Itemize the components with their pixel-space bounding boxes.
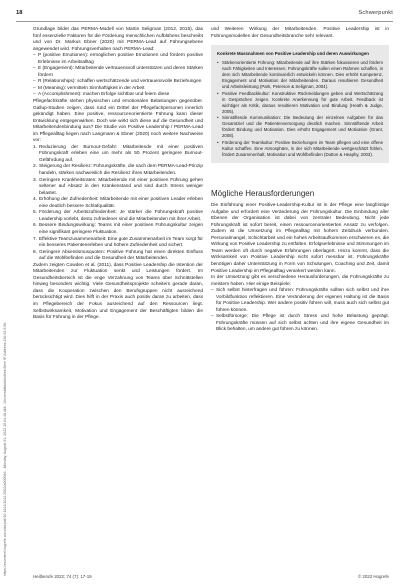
info-box bbox=[211, 45, 389, 163]
header-divider bbox=[16, 21, 393, 22]
info-box-list bbox=[217, 60, 383, 158]
effects-item-text: Steigerung der Resilienz: Führungskräfte, die nach dem PERMA-Lead-Prinzip handeln, stärken nachweislich die Resilienz ihres Mitarbeitenden. bbox=[39, 164, 203, 177]
effects-item-text: Bessere Bindungswirkung: Teams mit einer positiven Führungskultur zeigen eine signifikant geringere Fluktuation. bbox=[39, 223, 203, 235]
info-box-item: • Sinnstiftende Kommunikation: Die Bedeutung der einzelnen Aufgaben für das Gesamtziel und die Patientenversorgung deutlich machen. Sinnstiftende Arbeit fördert Bindung und Motivation. Dies erhöht Engagement und Motivation (Grant, 2008). bbox=[217, 115, 383, 139]
footer-copyright: © 2022 Hogrefe bbox=[357, 574, 389, 579]
footer-citation: Heilberufe 2022; 74 (7): 17-19 bbox=[33, 574, 92, 579]
perma-item: – P (positive Emotionen): ermöglichen positive Emotionen und fördern positive Erlebnisse im Arbeitsalltag bbox=[33, 53, 203, 66]
left-column bbox=[33, 27, 203, 322]
perma-list bbox=[33, 53, 203, 99]
effects-item: 3. Geringere Krankheitsraten: Mitarbeitende mit einer positiven Führung gehen seltener auf Absatz in den Krankenstand und sind durch Stress weniger belastet. bbox=[33, 177, 203, 196]
page-header bbox=[16, 10, 393, 18]
info-box-item: • Positive Feedbackkultur: Konstruktive Rückmeldungen geben und Wertschätzung in Gesprächen zeigen. Konkrete Anerkennung für gute Arbeit. Feedback ist wichtiger als Kritik, daraus resultieren Motivation und Bindung (Heath & Judge, 2005). bbox=[217, 91, 383, 115]
effects-item: 1. Reduzierung der Burnout-Gefahr: Mitarbeitende mit einer positiven Führungskraft erleben eine um mehr als 50 Prozent geringere Burnout-Gefährdung auf. bbox=[33, 144, 203, 163]
section-heading: Mögliche Herausforderungen bbox=[211, 189, 315, 199]
body-paragraph: Zudem zeigten Cowden et al. (2011), dass Positive Leadership die Intention der Mitarbeitenden zur Fluktuation senkt und Leistungen fördert. Im Gesundheitsbereich ist die enge Verzahnung von Teams über Schnittstellen hinweg besonders wichtig. Viele Gesundheitsprojekte scheitern gerade daran, dass die Kooperation zwischen den Berufsgruppen nicht ausreichend berücksichtigt wird. Dies hilft in der Praxis auch positiv daran zu arbeiten, dass im Pflegebereich der Fokus ausreichend auf den Ressourcen liegt. Selbstwirksamkeit, Motivation und Engagement der Beschäftigten bilden die Basis für Führung in der Pflege. bbox=[33, 262, 203, 321]
effects-item: 5. Förderung der Arbeitszufriedenheit: Je stärker die Führungskraft positive Leadership vorlebt, desto zufriedener sind die Mitarbeitenden mit ihrer Arbeit. bbox=[33, 210, 203, 222]
effects-list bbox=[33, 145, 203, 263]
right-column bbox=[211, 27, 389, 334]
intro-paragraph: und Weiteren Wirkung der Mitarbeitenden. Positive Leadership ist in Führungsmodellen der Gesundheitsbranche sehr relevant. bbox=[211, 27, 389, 39]
info-box-item: • Förderung der Teamkultur: Positive Beziehungen im Team pflegen und eine offene Kultur schaffen. Eine Atmosphäre, in der sich Mitarbeitende wertgeschätzt fühlen, fördert Zusammenhalt, Motivation und Wohlbefinden (Dutton & Heaphy, 2003). bbox=[217, 140, 383, 158]
effects-item-text: Effektive Teamzusammenarbeit: Eine gute Zusammenarbeit im Team sorgt für ein besseres Patientenerleben und höhere Zufriedenheit und sichert. bbox=[39, 236, 203, 249]
side-download-note bbox=[3, 10, 9, 576]
challenges-item: – Selbstfürsorge: Die Pflege ist durch Stress und hohe Belastung geprägt. Führungskräfte müssen auf sich selbst achten und ihre eigene Gesundheit im Blick behalten, um andere gut führen zu können. bbox=[211, 314, 389, 334]
challenges-item: – Sich selbst hinterfragen und führen: Führungskräfte sollten sich selbst und ihre Vorbildfunktion reflektieren. Eine Veränderung der eigenen Haltung ist die Basis für Positive Leadership. Wer andere positiv führen will, muss auch sich selbst gut führen können. bbox=[211, 288, 389, 314]
page-footer bbox=[33, 574, 389, 580]
perma-item: – E (Engagement): Mitarbeitende vertrauensvoll unterstützen und deren Stärken fördern bbox=[33, 66, 203, 79]
effects-item-text: Geringere Absentismusquoten: Positive Führung hat einen direkten Einfluss auf die Wohlbefinden und die Gesundheit der Mitarbeitenden. bbox=[39, 249, 203, 262]
challenges-list bbox=[211, 288, 389, 334]
effects-item: 8. Geringere Absentismusquoten: Positive Führung hat einen direkten Einfluss auf die Wohlbefinden und die Gesundheit der Mitarbeitenden. bbox=[33, 249, 203, 262]
effects-item-text: Förderung der Arbeitszufriedenheit: Je stärker die Führungskraft positive Leadership vorlebt, desto zufriedener sind die Mitarbeitenden mit ihrer Arbeit. bbox=[39, 210, 203, 222]
section-title: Schwerpunkt bbox=[358, 10, 393, 16]
effects-item-text: Erhöhung der Zufriedenheit: Mitarbeitende mit einer positiven Leader erleben eine deutlich bessere Schlafqualität. bbox=[39, 197, 203, 209]
info-box-title: Konkrete Massnahmen von Positive Leadership und deren Auswirkungen bbox=[217, 51, 369, 57]
body-paragraph: Pflegefachkräfte stehen physischen und emotionalen Belastungen gegenüber. Gallup-Studien zeigen, dass rund ein Drittel der Pflegefachpersonen innerlich gekündigt haben. Eine positive, ressourcenorientierte Führung kann dieser Entwicklung entgegenwirken. Doch wie wirkt sich diese auf die Gesundheit und Mitarbeitendenbindung aus? Die Studie von Positive Leadership / PERMA-Lead im Pflegealltag liegen nach Langmann & Ebner (2020) noch weitere Nachweise vor: bbox=[33, 99, 203, 144]
effects-item-text: Reduzierung der Burnout-Gefahr: Mitarbeitende mit einer positiven Führungskraft erleben eine um mehr als 50 Prozent geringere Burnout-Gefährdung auf. bbox=[39, 144, 203, 163]
effects-item: 4. Erhöhung der Zufriedenheit: Mitarbeitende mit einer positiven Leader erleben eine deutlich bessere Schlafqualität. bbox=[33, 197, 203, 209]
perma-item: – R (Relationships): schaffen wertschätzende und vertrauensvolle Beziehungen bbox=[33, 79, 203, 86]
body-paragraph: Die Einführung einer Positive-Leadership-Kultur ist in der Pflege eine langfristige Aufgabe und erfordert eine Veränderung der Führungskultur. Die Einbindung aller Ebenen der Organisation ist dabei von zentraler Bedeutung. Nicht jede Führungskraft ist sofort bereit, einen ressourcenorientierten Ansatz zu verfolgen. Zudem ist die Umsetzung im Pflegealltag mit hohem Zeitdruck verbunden. Personalmangel, Schichtarbeit und ein hohes Arbeitsaufkommen erschweren es, die Wirkung von Positive Leadership zu entfalten. Erfolgserlebnisse und Stimmungen im Team werden oft durch negative Erfahrungen überlagert. Hinzu kommt, dass die Wirksamkeit von Positive Leadership nicht sofort messbar ist. Führungskräfte benötigen daher Unterstützung in Form von Schulungen, Coaching und Zeit, damit Positive Leadership im Pflegealltag verankert werden kann. bbox=[211, 203, 389, 274]
effects-item-text: Geringere Krankheitsraten: Mitarbeitende mit einer positiven Führung gehen seltener auf Absatz in den Krankenstand und sind durch Stress weniger belastet. bbox=[39, 177, 203, 196]
effects-item: 6. Bessere Bindungswirkung: Teams mit einer positiven Führungskultur zeigen eine signifikant geringere Fluktuation. bbox=[33, 223, 203, 235]
effects-item: 7. Effektive Teamzusammenarbeit: Eine gute Zusammenarbeit im Team sorgt für ein besseres Patientenerleben und höhere Zufriedenheit und sichert. bbox=[33, 236, 203, 249]
effects-item: 2. Steigerung der Resilienz: Führungskräfte, die nach dem PERMA-Lead-Prinzip handeln, stärken nachweislich die Resilienz ihres Mitarbeitenden. bbox=[33, 164, 203, 177]
side-download-text: https://econtent.hogrefe.com/doi/pdf/10.1024/1012-5302/a000946 - Monday, August 01, 2022 10:04:48 AM - Universitätsbibliothek Bern IP Address:130.92.9.56 bbox=[3, 322, 7, 576]
body-paragraph: In der Umsetzung gibt es verschiedene Herausforderungen, die Führungskräfte zu meistern haben. Hier einige Beispiele: bbox=[211, 275, 389, 287]
info-box-item: • Stärkenorientierte Führung: Mitarbeitende auf ihre Stärken fokussieren und fördern nach Fähigkeiten und Interessen. Führungskräfte sollen einen Rahmen schaffen, in dem sich Mitarbeitende kontinuierlich entwickeln können. Dies erhöht Kompetenz, Engagement und Motivation der Mitarbeitenden. Daraus resultieren Gesundheit und Arbeitsleistung (Park, Peterson & Seligman, 2004). bbox=[217, 60, 383, 90]
page-number: 18 bbox=[16, 10, 23, 16]
intro-paragraph: Grundlage bildet das PERMA-Modell von Martin Seligman (2012, 2015), das fünf essenzielle Faktoren für die Förderung menschlichen Aufblühens beschreibt und von Dr. Markus Ebner (2020) mit PERMA-Lead auf Führungsebene angewendet wird. Führungsverhalten nach PERMA-Lead: bbox=[33, 27, 203, 52]
perma-item: – A (Accomplishment): machen Erfolge sichtbar und feiern diese bbox=[33, 92, 203, 99]
perma-item: – M (Meaning): vermitteln Sinnhaftigkeit in der Arbeit bbox=[33, 86, 203, 93]
